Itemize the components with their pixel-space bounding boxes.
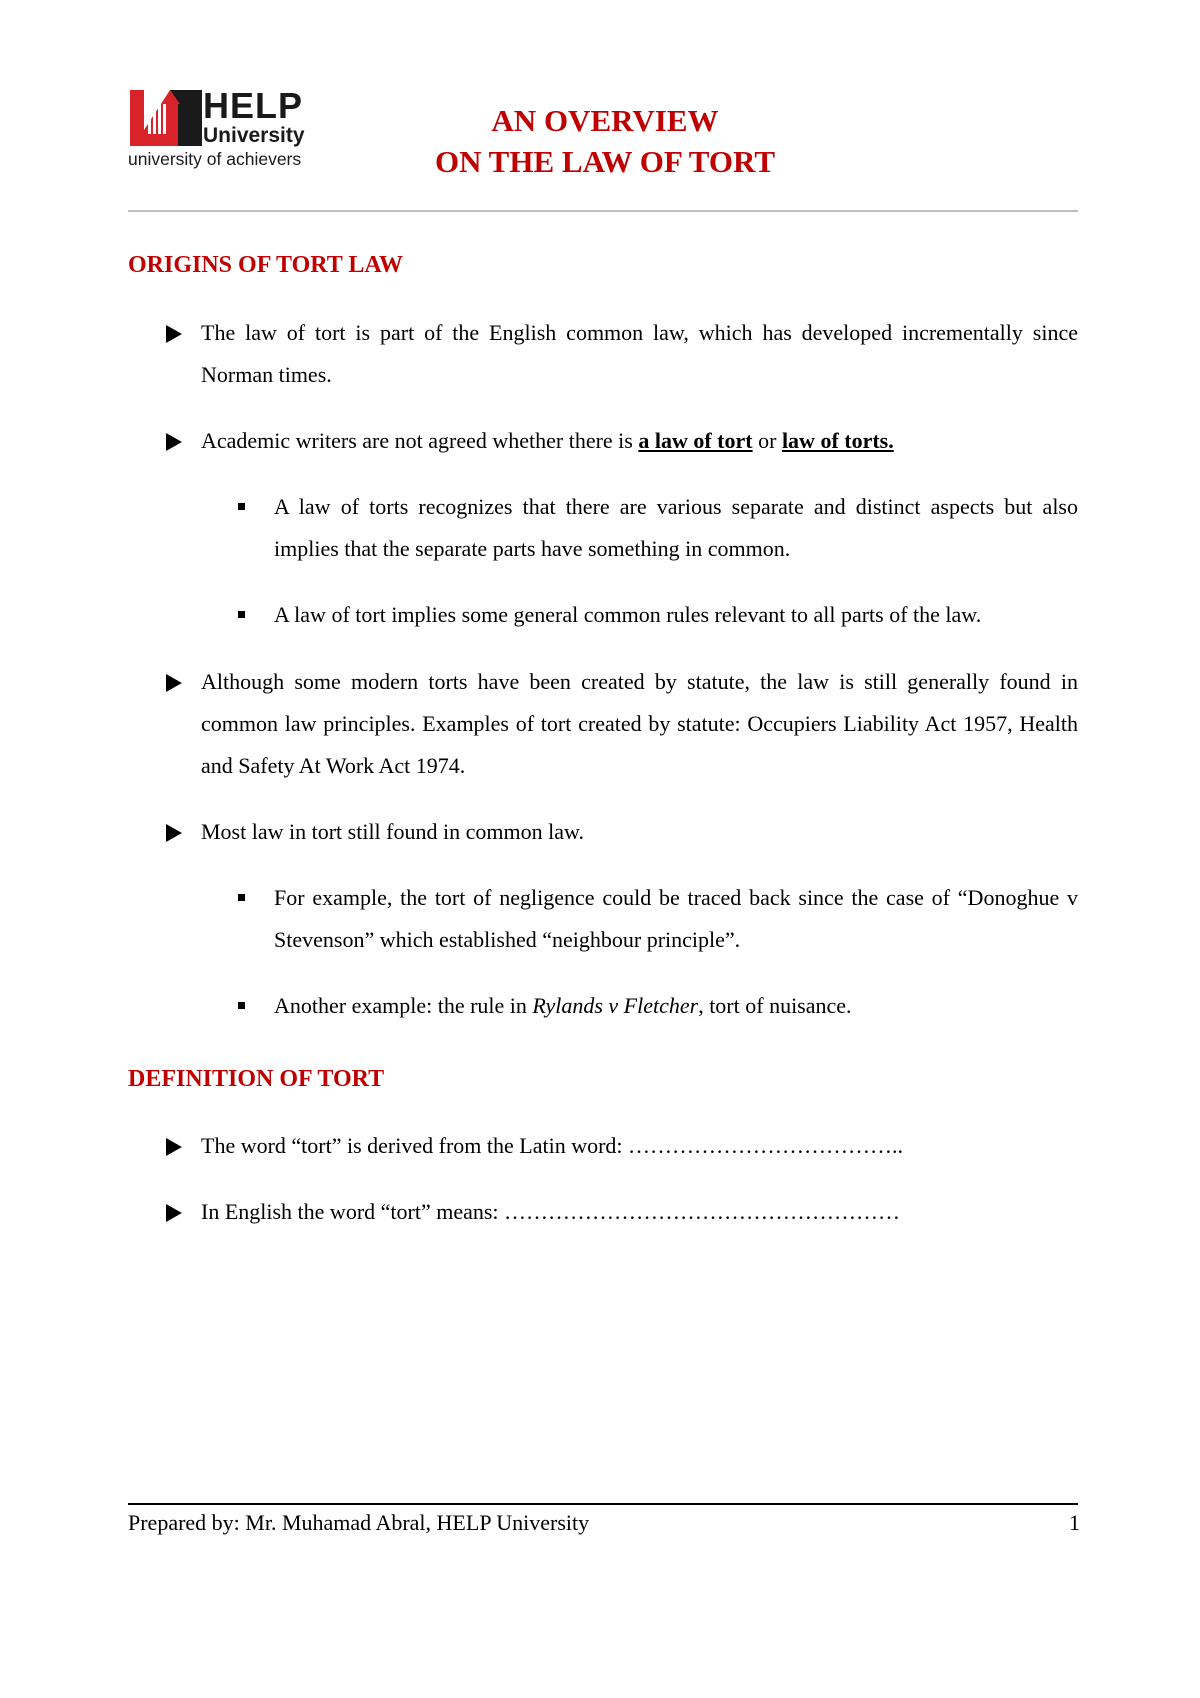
term-law-of-torts: law of torts. xyxy=(781,428,894,453)
bullet-square-icon xyxy=(238,611,245,618)
origins-point-2-text: Academic writers are not agreed whether there is xyxy=(201,428,639,453)
document-title xyxy=(390,100,820,182)
origins-subpoint-2: A law of tort implies some general common rules relevant to all parts of the law. xyxy=(274,602,982,627)
origins-subpoint-1: A law of torts recognizes that there are various separate and distinct aspects but also implies that the separate parts have something in common. xyxy=(274,494,1078,561)
logo-mark-icon xyxy=(130,90,202,146)
section-heading-origins: ORIGINS OF TORT LAW xyxy=(128,252,404,278)
origins-point-4: Most law in tort still found in common law. xyxy=(201,819,584,844)
bullet-arrow-icon xyxy=(164,324,184,344)
origins-subpoint-4 xyxy=(274,985,852,1027)
section-heading-definition: DEFINITION OF TORT xyxy=(128,1066,385,1092)
bullet-arrow-icon xyxy=(164,1137,184,1157)
origins-subpoint-3: For example, the tort of negligence could be traced back since the case of “Donoghue v Stevenson” which established “neighbour principle”. xyxy=(274,885,1078,952)
definition-point-2: In English the word “tort” means: ……………………………………………… xyxy=(201,1199,901,1224)
definition-point-1: The word “tort” is derived from the Latin word: ……………………………….. xyxy=(201,1133,904,1158)
title-line-2: ON THE LAW OF TORT xyxy=(434,144,776,179)
origins-point-3: Although some modern torts have been created by statute, the law is still generally found in common law principles. Examples of tort created by statute: Occupiers Liability Act 1957, Health and Safety At Work Act 1974. xyxy=(201,669,1078,778)
origins-point-1: The law of tort is part of the English common law, which has developed incrementally since Norman times. xyxy=(201,320,1078,387)
page-number: 1 xyxy=(1069,1510,1080,1535)
bullet-square-icon xyxy=(238,1002,245,1009)
bullet-square-icon xyxy=(238,894,245,901)
bullet-arrow-icon xyxy=(164,432,184,452)
term-law-of-tort: a law of tort xyxy=(638,428,753,453)
case-rylands-v-fletcher: Rylands v Fletcher xyxy=(532,993,699,1018)
bullet-square-icon xyxy=(238,503,245,510)
origins-subpoint-4-text: Another example: the rule in xyxy=(274,993,533,1018)
footer-divider xyxy=(128,1503,1078,1505)
logo-name: HELP xyxy=(203,85,304,126)
footer-prepared-by: Prepared by: Mr. Muhamad Abral, HELP University xyxy=(128,1510,590,1535)
header-divider xyxy=(128,210,1078,212)
logo-tagline: university of achievers xyxy=(128,149,302,169)
origins-point-2 xyxy=(201,420,894,462)
origins-point-2-mid: or xyxy=(752,428,782,453)
logo-sub: University xyxy=(203,124,305,147)
bullet-arrow-icon xyxy=(164,1203,184,1223)
bullet-arrow-icon xyxy=(164,673,184,693)
help-university-logo xyxy=(128,86,328,176)
title-line-1: AN OVERVIEW xyxy=(491,103,719,138)
bullet-arrow-icon xyxy=(164,823,184,843)
origins-subpoint-4-end: , tort of nuisance. xyxy=(698,993,852,1018)
